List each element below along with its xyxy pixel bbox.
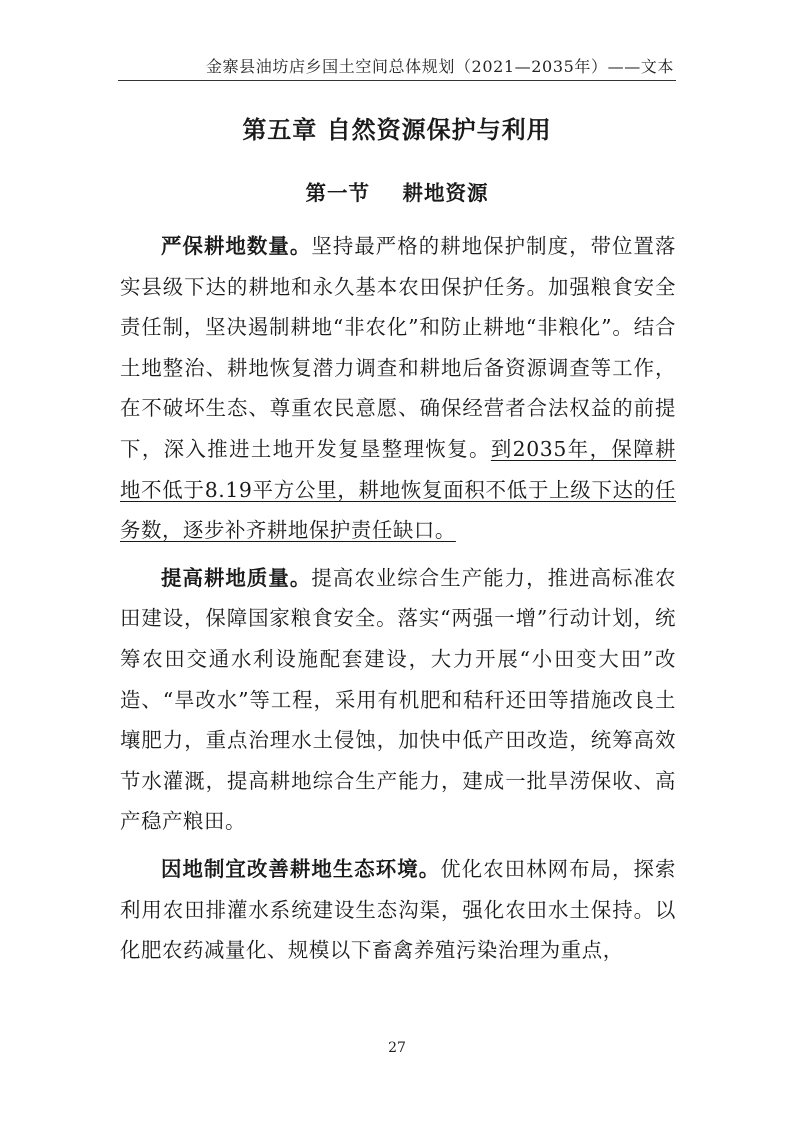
paragraph-text: 提高农业综合生产能力，推进高标准农田建设，保障国家粮食安全。落实“两强一增”行动计划，统筹农田交通水利设施配套建设，大力开展“小田变大田”改造、“旱改水”等工程，采用有机肥和秸秆还田等措施改良土壤肥力，重点治理水土侵蚀，加快中低产田改造，统筹高效节水灌溉，提高耕地综合生产能力，建成一批旱涝保收、高产稳产粮田。 — [120, 565, 677, 834]
paragraph-farmland-quality — [120, 558, 676, 842]
chapter-title: 第五章 自然资源保护与利用 — [242, 116, 552, 144]
paragraph-farmland-quantity — [120, 226, 676, 551]
underlined-target-text: 到2035年，保障耕地不低于8.19平方公里，耕地恢复面积不低于上级下达的任务数，逐步补齐耕地保护责任缺口。 — [120, 436, 676, 543]
body-text — [120, 226, 676, 971]
page-number: 27 — [388, 1040, 406, 1056]
header-rule — [118, 80, 676, 81]
running-header: 金寨县油坊店乡国土空间总体规划（2021—2035年）——文本 — [205, 57, 674, 76]
section-title: 第一节 耕地资源 — [305, 181, 489, 205]
paragraph-farmland-ecology — [120, 849, 676, 971]
paragraph-text: 坚持最严格的耕地保护制度，带位置落实县级下达的耕地和永久基本农田保护任务。加强粮食安全责任制，坚决遏制耕地“非农化”和防止耕地“非粮化”。结合土地整治、耕地恢复潜力调查和耕地后备资源调查等工作，在不破坏生态、尊重农民意愿、确保经营者合法权益的前提下，深入推进土地开发复垦整理恢复。 — [120, 234, 677, 461]
paragraph-text: 优化农田林网布局，探索利用农田排灌水系统建设生态沟渠，强化农田水土保持。以化肥农药减量化、规模以下畜禽养殖污染治理为重点， — [120, 856, 676, 963]
paragraph-lead: 严保耕地数量。 — [161, 234, 312, 258]
paragraph-lead: 因地制宜改善耕地生态环境。 — [161, 856, 441, 881]
paragraph-lead: 提高耕地质量。 — [161, 565, 312, 590]
